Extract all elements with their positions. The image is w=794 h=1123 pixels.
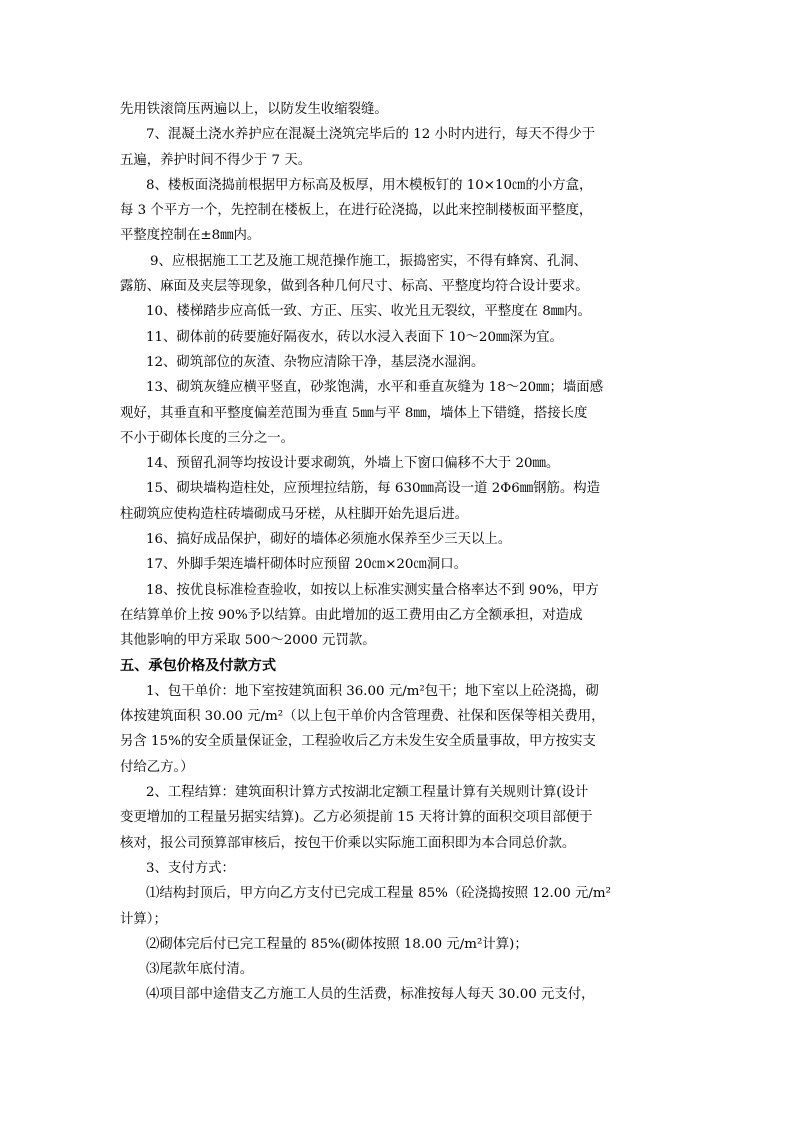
- text-line: 其他影响的甲方采取 500～2000 元罚款。: [120, 633, 376, 649]
- text-line: 付给乙方。）: [120, 759, 194, 775]
- text-line: ⑴结构封顶后，甲方向乙方支付已完成工程量 85%（砼浇捣按照 12.00 元/m²: [146, 886, 611, 902]
- text-line: 2、工程结算：建筑面积计算方式按湖北定额工程量计算有关规则计算(设计: [146, 785, 589, 801]
- text-line: 18、按优良标准检查验收，如按以上标准实测实量合格率达不到 90%，甲方: [146, 582, 599, 598]
- text-line: 不小于砌体长度的三分之一。: [120, 430, 295, 446]
- text-line: 观好，其垂直和平整度偏差范围为垂直 5㎜与平 8㎜，墙体上下错缝，搭接长度: [120, 405, 588, 421]
- text-line: 体按建筑面积 30.00 元/m²（以上包干单价内含管理费、社保和医保等相关费用，: [120, 709, 605, 725]
- text-line: 柱砌筑应使构造柱砖墙砌成马牙槎，从柱脚开始先退后进。: [120, 506, 469, 522]
- text-line: 10、楼梯踏步应高低一致、方正、压实、收光且无裂纹，平整度在 8㎜内。: [146, 304, 591, 320]
- text-line: 13、砌筑灰缝应横平竖直，砂浆饱满，水平和垂直灰缝为 18～20㎜；墙面感: [146, 380, 604, 396]
- text-line: 核对，报公司预算部审核后，按包干价乘以实际施工面积即为本合同总价款。: [120, 835, 576, 851]
- text-line: 计算）；: [120, 911, 167, 927]
- text-line: 12、砌筑部位的灰渣、杂物应清除干净，基层浇水湿润。: [146, 354, 485, 370]
- text-line: 变更增加的工程量另据实结算)。乙方必须提前 15 天将计算的面积交项目部便于: [120, 810, 593, 826]
- text-line: 每 3 个平方一个，先控制在楼板上，在进行砼浇捣，以此来控制楼板面平整度，: [120, 203, 593, 219]
- text-line: 17、外脚手架连墙杆砌体时应预留 20㎝×20㎝洞口。: [146, 557, 468, 573]
- text-line: 9、应根据施工工艺及施工规范操作施工，振捣密实，不得有蜂窝、孔洞、: [150, 253, 588, 269]
- text-line: 8、楼板面浇捣前根据甲方标高及板厚，用木模板钉的 10×10㎝的小方盒，: [146, 177, 593, 193]
- text-line: 7、混凝土浇水养护应在混凝土浇筑完毕后的 12 小时内进行，每天不得少于: [146, 127, 596, 143]
- text-line: 另含 15%的安全质量保证金，工程验收后乙方未发生安全质量事故，甲方按实支: [120, 734, 596, 750]
- text-line: 1、包干单价：地下室按建筑面积 36.00 元/m²包干；地下室以上砼浇捣，砌: [146, 683, 599, 699]
- document-body: [120, 97, 678, 1008]
- text-line: ⑵砌体完后付已完工程量的 85%(砌体按照 18.00 元/m²计算)；: [146, 936, 528, 952]
- text-line: 在结算单价上按 90%予以结算。由此增加的返工费用由乙方全额承担，对造成: [120, 607, 583, 623]
- text-line: 11、砌体前的砖要施好隔夜水，砖以水浸入表面下 10～20㎜深为宜。: [146, 329, 563, 345]
- text-line: ⑷项目部中途借支乙方施工人员的生活费，标准按每人每天 30.00 元支付，: [146, 987, 595, 1003]
- text-line: 14、预留孔洞等均按设计要求砌筑，外墙上下窗口偏移不大于 20㎜。: [146, 456, 560, 472]
- text-line: 15、砌块墙构造柱处，应预埋拉结筋，每 630㎜高设一道 2Φ6㎜钢筋。构造: [146, 481, 601, 497]
- text-line: 五遍，养护时间不得少于 7 天。: [120, 152, 312, 168]
- text-line: ⑶尾款年底付清。: [146, 962, 254, 978]
- text-line: 先用铁滚筒压两遍以上，以防发生收缩裂缝。: [120, 102, 388, 117]
- text-line: 16、搞好成品保护，砌好的墙体必须施水保养至少三天以上。: [146, 532, 512, 548]
- text-line: 露筋、麻面及夹层等现象，做到各种几何尺寸、标高、平整度均符合设计要求。: [120, 279, 589, 295]
- text-line: 平整度控制在±8㎜内。: [120, 228, 261, 244]
- section-heading: 五、承包价格及付款方式: [120, 657, 277, 674]
- text-line: 3、支付方式：: [146, 860, 235, 876]
